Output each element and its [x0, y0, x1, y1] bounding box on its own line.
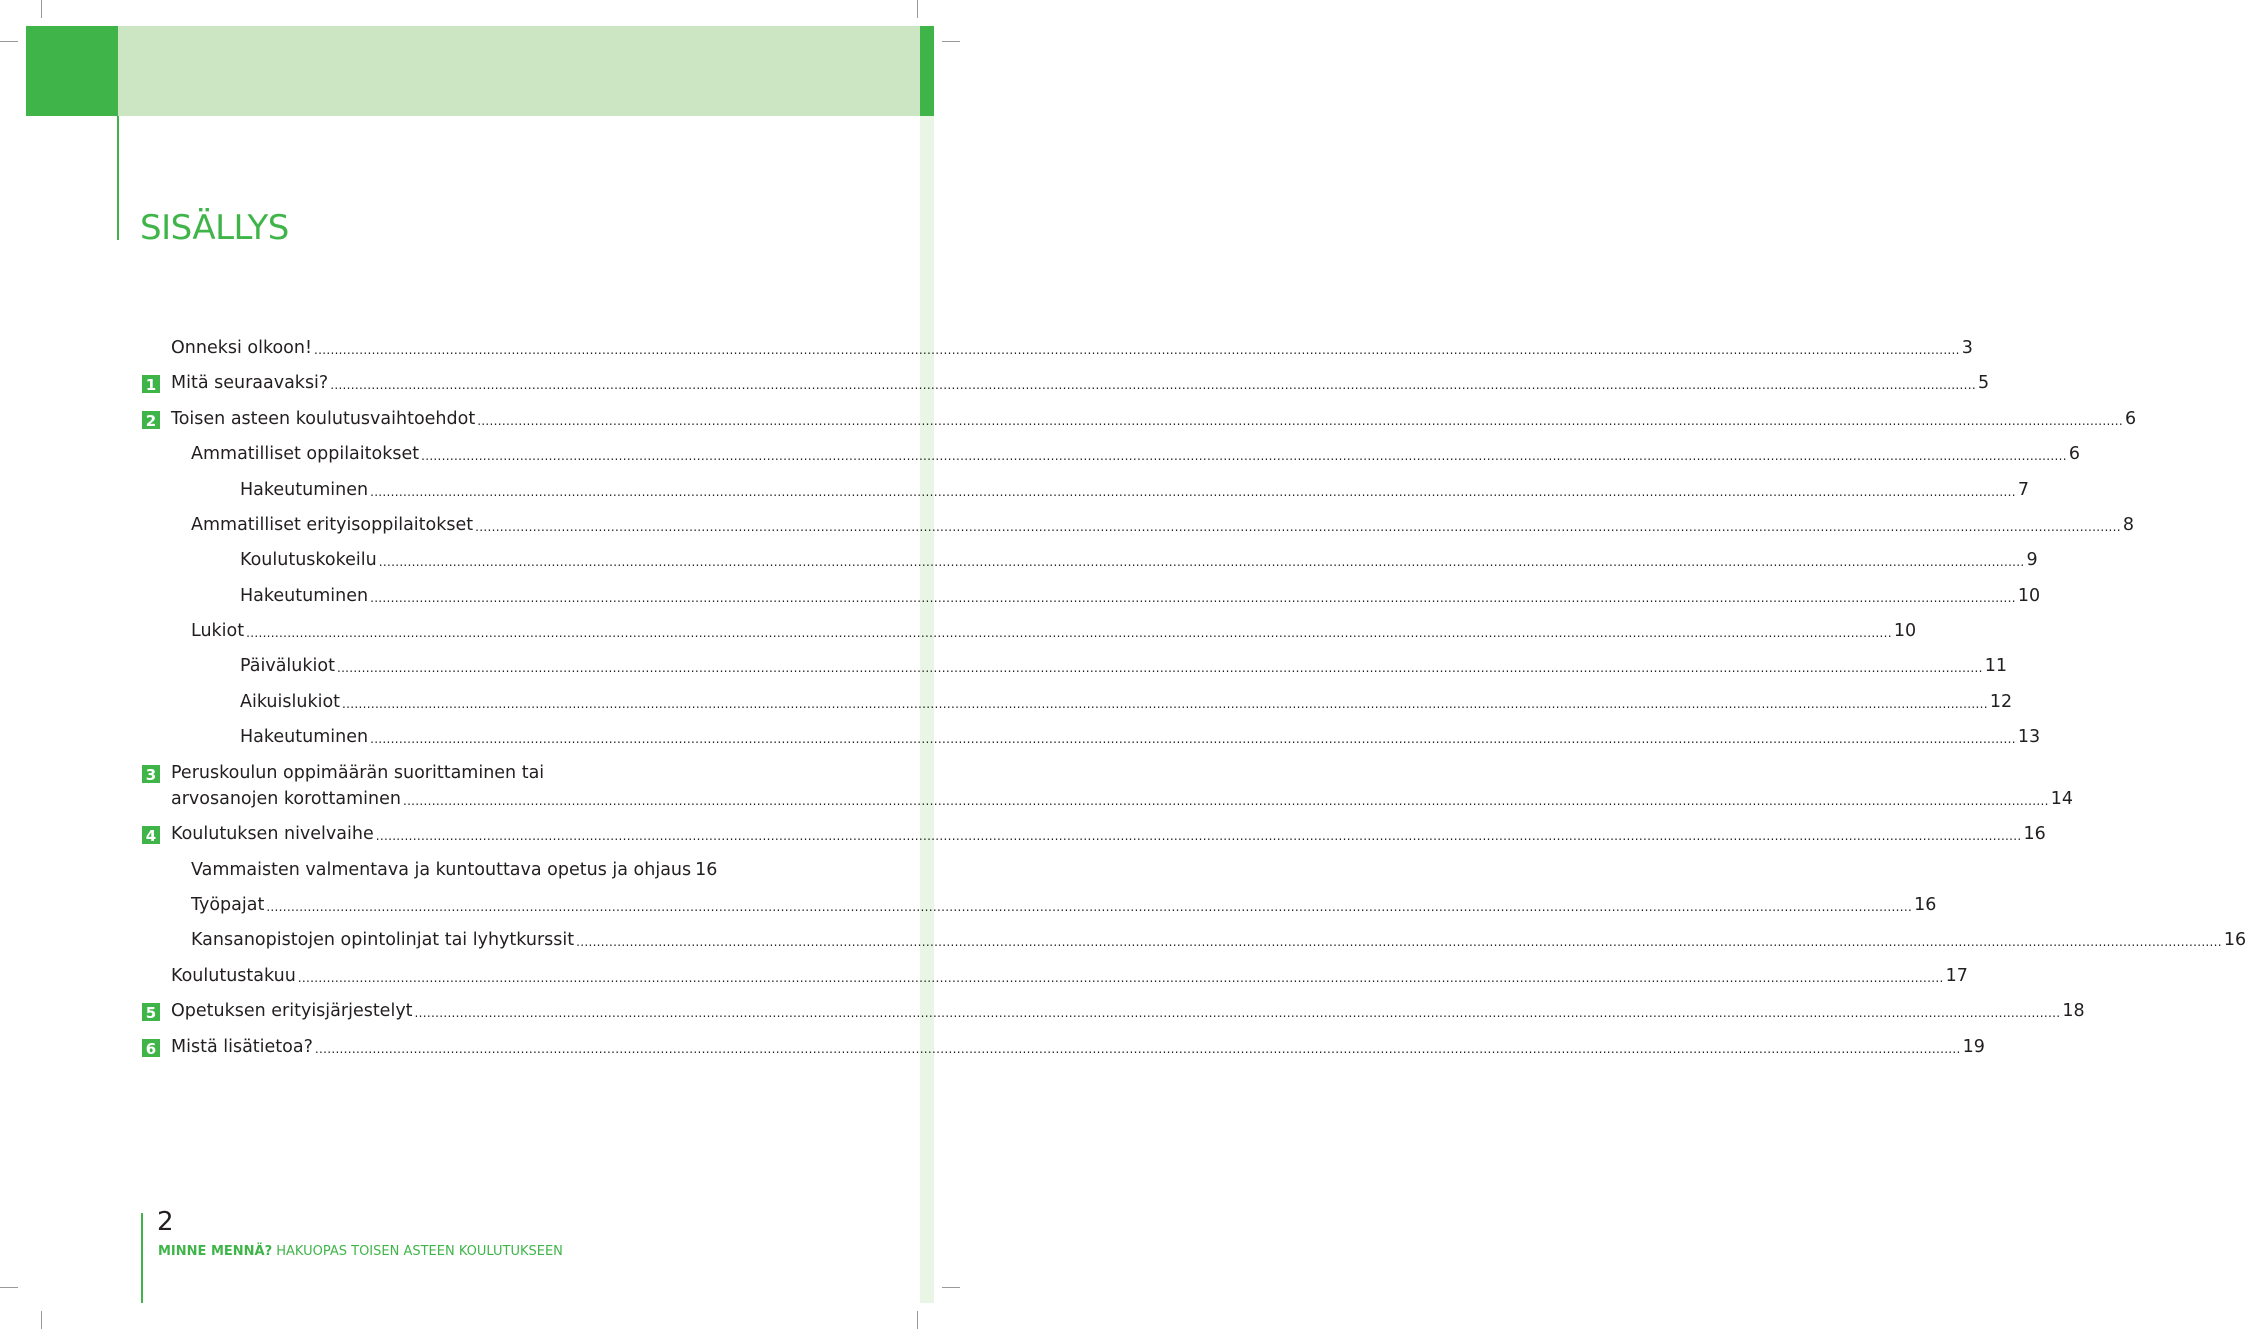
footer-title-bold: MINNE MENNÄ?	[158, 1244, 273, 1259]
crop-mark	[41, 1311, 42, 1329]
toc-entry-line	[240, 690, 2013, 714]
toc-dot-leader: ................................................................................................................................................................................................................................................................................................................................................................................................................	[370, 591, 2016, 605]
toc-entry-page-number: 16	[695, 860, 718, 880]
page-number: 2	[157, 1207, 174, 1237]
toc-entry-title: Opetuksen erityisjärjestelyt	[171, 1001, 413, 1021]
toc-entry-page-number: 6	[2124, 409, 2137, 429]
toc-entry-title: Hakeutuminen	[240, 586, 369, 606]
toc-entry-page-number: 16	[1914, 895, 1937, 915]
toc-entry-page-number: 12	[1989, 692, 2013, 712]
toc-dot-leader: ................................................................................................................................................................................................................................................................................................................................................................................................................	[370, 732, 2016, 746]
toc-entry[interactable]	[171, 999, 2085, 1023]
toc-entry-line	[191, 928, 2246, 952]
toc-dot-leader: ................................................................................................................................................................................................................................................................................................................................................................................................................	[336, 661, 1983, 675]
toc-entry-line	[240, 548, 2038, 572]
toc-entry[interactable]	[191, 442, 2081, 466]
toc-entry-line	[171, 371, 1990, 395]
toc-dot-leader: ................................................................................................................................................................................................................................................................................................................................................................................................................	[477, 414, 2123, 428]
toc-entry-title: Koulutustakuu	[171, 966, 296, 986]
toc-entry-line	[171, 1035, 1985, 1059]
toc-entry[interactable]	[171, 407, 2137, 431]
header-band	[26, 26, 934, 116]
toc-entry-line	[240, 478, 2029, 502]
toc-entry-page-number: 13	[2017, 727, 2041, 747]
toc-entry-page-number: 18	[2062, 1001, 2085, 1021]
toc-entry-page-number: 19	[1962, 1037, 1985, 1057]
chapter-number-badge: 4	[142, 826, 160, 844]
toc-dot-leader: ................................................................................................................................................................................................................................................................................................................................................................................................................	[297, 971, 1944, 985]
toc-entry-line	[171, 822, 2046, 846]
toc-entry-title: Koulutuksen nivelvaihe	[171, 824, 374, 844]
toc-entry[interactable]	[191, 513, 2135, 537]
toc-entry-page-number: 5	[1978, 373, 1990, 393]
toc-entry[interactable]	[191, 858, 718, 882]
toc-entry[interactable]	[240, 478, 2029, 502]
toc-entry-title: Hakeutuminen	[240, 480, 369, 500]
toc-entry-line	[191, 442, 2081, 466]
toc-entry-line	[191, 619, 1917, 643]
toc-entry-line	[191, 893, 1937, 917]
crop-mark	[917, 0, 918, 18]
toc-entry-title: Mitä seuraavaksi?	[171, 373, 329, 393]
chapter-number-badge: 1	[142, 375, 160, 393]
toc-entry[interactable]	[171, 787, 2074, 811]
toc-entry-page-number: 7	[2017, 480, 2029, 500]
toc-entry-page-number: 8	[2122, 515, 2135, 535]
toc-entry-title: Toisen asteen koulutusvaihtoehdot	[171, 409, 476, 429]
toc-entry-title: Mistä lisätietoa?	[171, 1037, 313, 1057]
toc-dot-leader: ................................................................................................................................................................................................................................................................................................................................................................................................................	[342, 697, 1988, 711]
toc-entry-line	[240, 654, 2008, 678]
toc-entry-title: arvosanojen korottaminen	[171, 789, 401, 809]
toc-entry-title: Vammaisten valmentava ja kuntouttava opetus ja ohjaus	[191, 860, 692, 880]
toc-entry-page-number: 11	[1984, 656, 2008, 676]
toc-entry-title: Ammatilliset erityisoppilaitokset	[191, 515, 474, 535]
title-rule	[117, 116, 119, 240]
toc-entry[interactable]	[240, 584, 2041, 608]
toc-entry[interactable]	[240, 654, 2008, 678]
toc-entry-title: Ammatilliset oppilaitokset	[191, 444, 420, 464]
footer-rule	[141, 1213, 143, 1303]
toc-entry-page-number: 9	[2026, 550, 2038, 570]
chapter-number-badge: 6	[142, 1039, 160, 1057]
toc-entry-text-line1: Peruskoulun oppimäärän suorittaminen tai	[171, 763, 545, 783]
toc-entry-page-number: 16	[2023, 824, 2046, 844]
crop-mark	[942, 41, 960, 42]
toc-entry-title: Onneksi olkoon!	[171, 338, 312, 358]
toc-entry-title: Kansanopistojen opintolinjat tai lyhytkurssit	[191, 930, 575, 950]
toc-entry-page-number: 10	[1893, 621, 1917, 641]
toc-entry[interactable]	[171, 1035, 1985, 1059]
toc-entry[interactable]	[171, 371, 1990, 395]
toc-dot-leader: ................................................................................................................................................................................................................................................................................................................................................................................................................	[370, 485, 2016, 499]
crop-mark	[0, 1287, 18, 1288]
toc-entry-page-number: 6	[2068, 444, 2081, 464]
toc-dot-leader: ................................................................................................................................................................................................................................................................................................................................................................................................................	[414, 1006, 2061, 1020]
footer-title-rest: HAKUOPAS TOISEN ASTEEN KOULUTUKSEEN	[272, 1244, 563, 1259]
toc-entry[interactable]	[191, 928, 2246, 952]
toc-entry-line	[171, 999, 2085, 1023]
toc-entry-title: Päivälukiot	[240, 656, 335, 676]
toc-entry[interactable]	[191, 619, 1917, 643]
toc-dot-leader: ................................................................................................................................................................................................................................................................................................................................................................................................................	[576, 935, 2222, 949]
toc-entry-line	[240, 725, 2041, 749]
toc-entry-line	[240, 584, 2041, 608]
toc-entry-line	[191, 858, 718, 882]
toc-entry[interactable]	[171, 822, 2046, 846]
toc-dot-leader: ................................................................................................................................................................................................................................................................................................................................................................................................................	[330, 378, 1976, 392]
toc-entry-title: Lukiot	[191, 621, 245, 641]
toc-entry-line	[171, 407, 2137, 431]
toc-dot-leader: ................................................................................................................................................................................................................................................................................................................................................................................................................	[421, 449, 2067, 463]
crop-mark	[942, 1287, 960, 1288]
toc-dot-leader: ................................................................................................................................................................................................................................................................................................................................................................................................................	[375, 829, 2022, 843]
toc-dot-leader: ................................................................................................................................................................................................................................................................................................................................................................................................................	[314, 343, 1960, 357]
toc-entry[interactable]	[240, 690, 2013, 714]
header-accent-right	[920, 26, 934, 116]
crop-mark	[917, 1311, 918, 1329]
toc-entry[interactable]	[240, 548, 2038, 572]
header-accent-left	[26, 26, 118, 116]
toc-dot-leader: ................................................................................................................................................................................................................................................................................................................................................................................................................	[378, 555, 2025, 569]
chapter-number-badge: 5	[142, 1003, 160, 1021]
toc-dot-leader: ................................................................................................................................................................................................................................................................................................................................................................................................................	[266, 900, 1913, 914]
toc-entry[interactable]	[171, 336, 1973, 360]
crop-mark	[41, 0, 42, 18]
toc-entry-page-number: 17	[1945, 966, 1968, 986]
toc-entry[interactable]	[171, 964, 1968, 988]
toc-entry-title: Työpajat	[191, 895, 265, 915]
footer-publication-title	[158, 1244, 563, 1260]
toc-dot-leader: ................................................................................................................................................................................................................................................................................................................................................................................................................	[314, 1042, 1961, 1056]
crop-mark	[0, 41, 18, 42]
toc-entry-page-number: 16	[2223, 930, 2246, 950]
toc-entry[interactable]	[240, 725, 2041, 749]
toc-entry-title: Hakeutuminen	[240, 727, 369, 747]
toc-entry-title: Aikuislukiot	[240, 692, 341, 712]
toc-entry-line	[171, 336, 1973, 360]
page-title: SISÄLLYS	[140, 208, 289, 248]
toc-dot-leader: ................................................................................................................................................................................................................................................................................................................................................................................................................	[402, 794, 2049, 808]
toc-dot-leader: ................................................................................................................................................................................................................................................................................................................................................................................................................	[475, 520, 2121, 534]
toc-entry-line	[191, 513, 2135, 537]
toc-entry-page-number: 10	[2017, 586, 2041, 606]
toc-entry-title: Koulutuskokeilu	[240, 550, 377, 570]
toc-dot-leader: ................................................................................................................................................................................................................................................................................................................................................................................................................	[246, 626, 1892, 640]
chapter-number-badge: 3	[142, 765, 160, 783]
toc-entry-line	[171, 787, 2074, 811]
toc-entry[interactable]	[191, 893, 1937, 917]
chapter-number-badge: 2	[142, 411, 160, 429]
toc-entry-line	[171, 964, 1968, 988]
toc-entry-page-number: 3	[1961, 338, 1973, 358]
toc-entry-page-number: 14	[2050, 789, 2074, 809]
